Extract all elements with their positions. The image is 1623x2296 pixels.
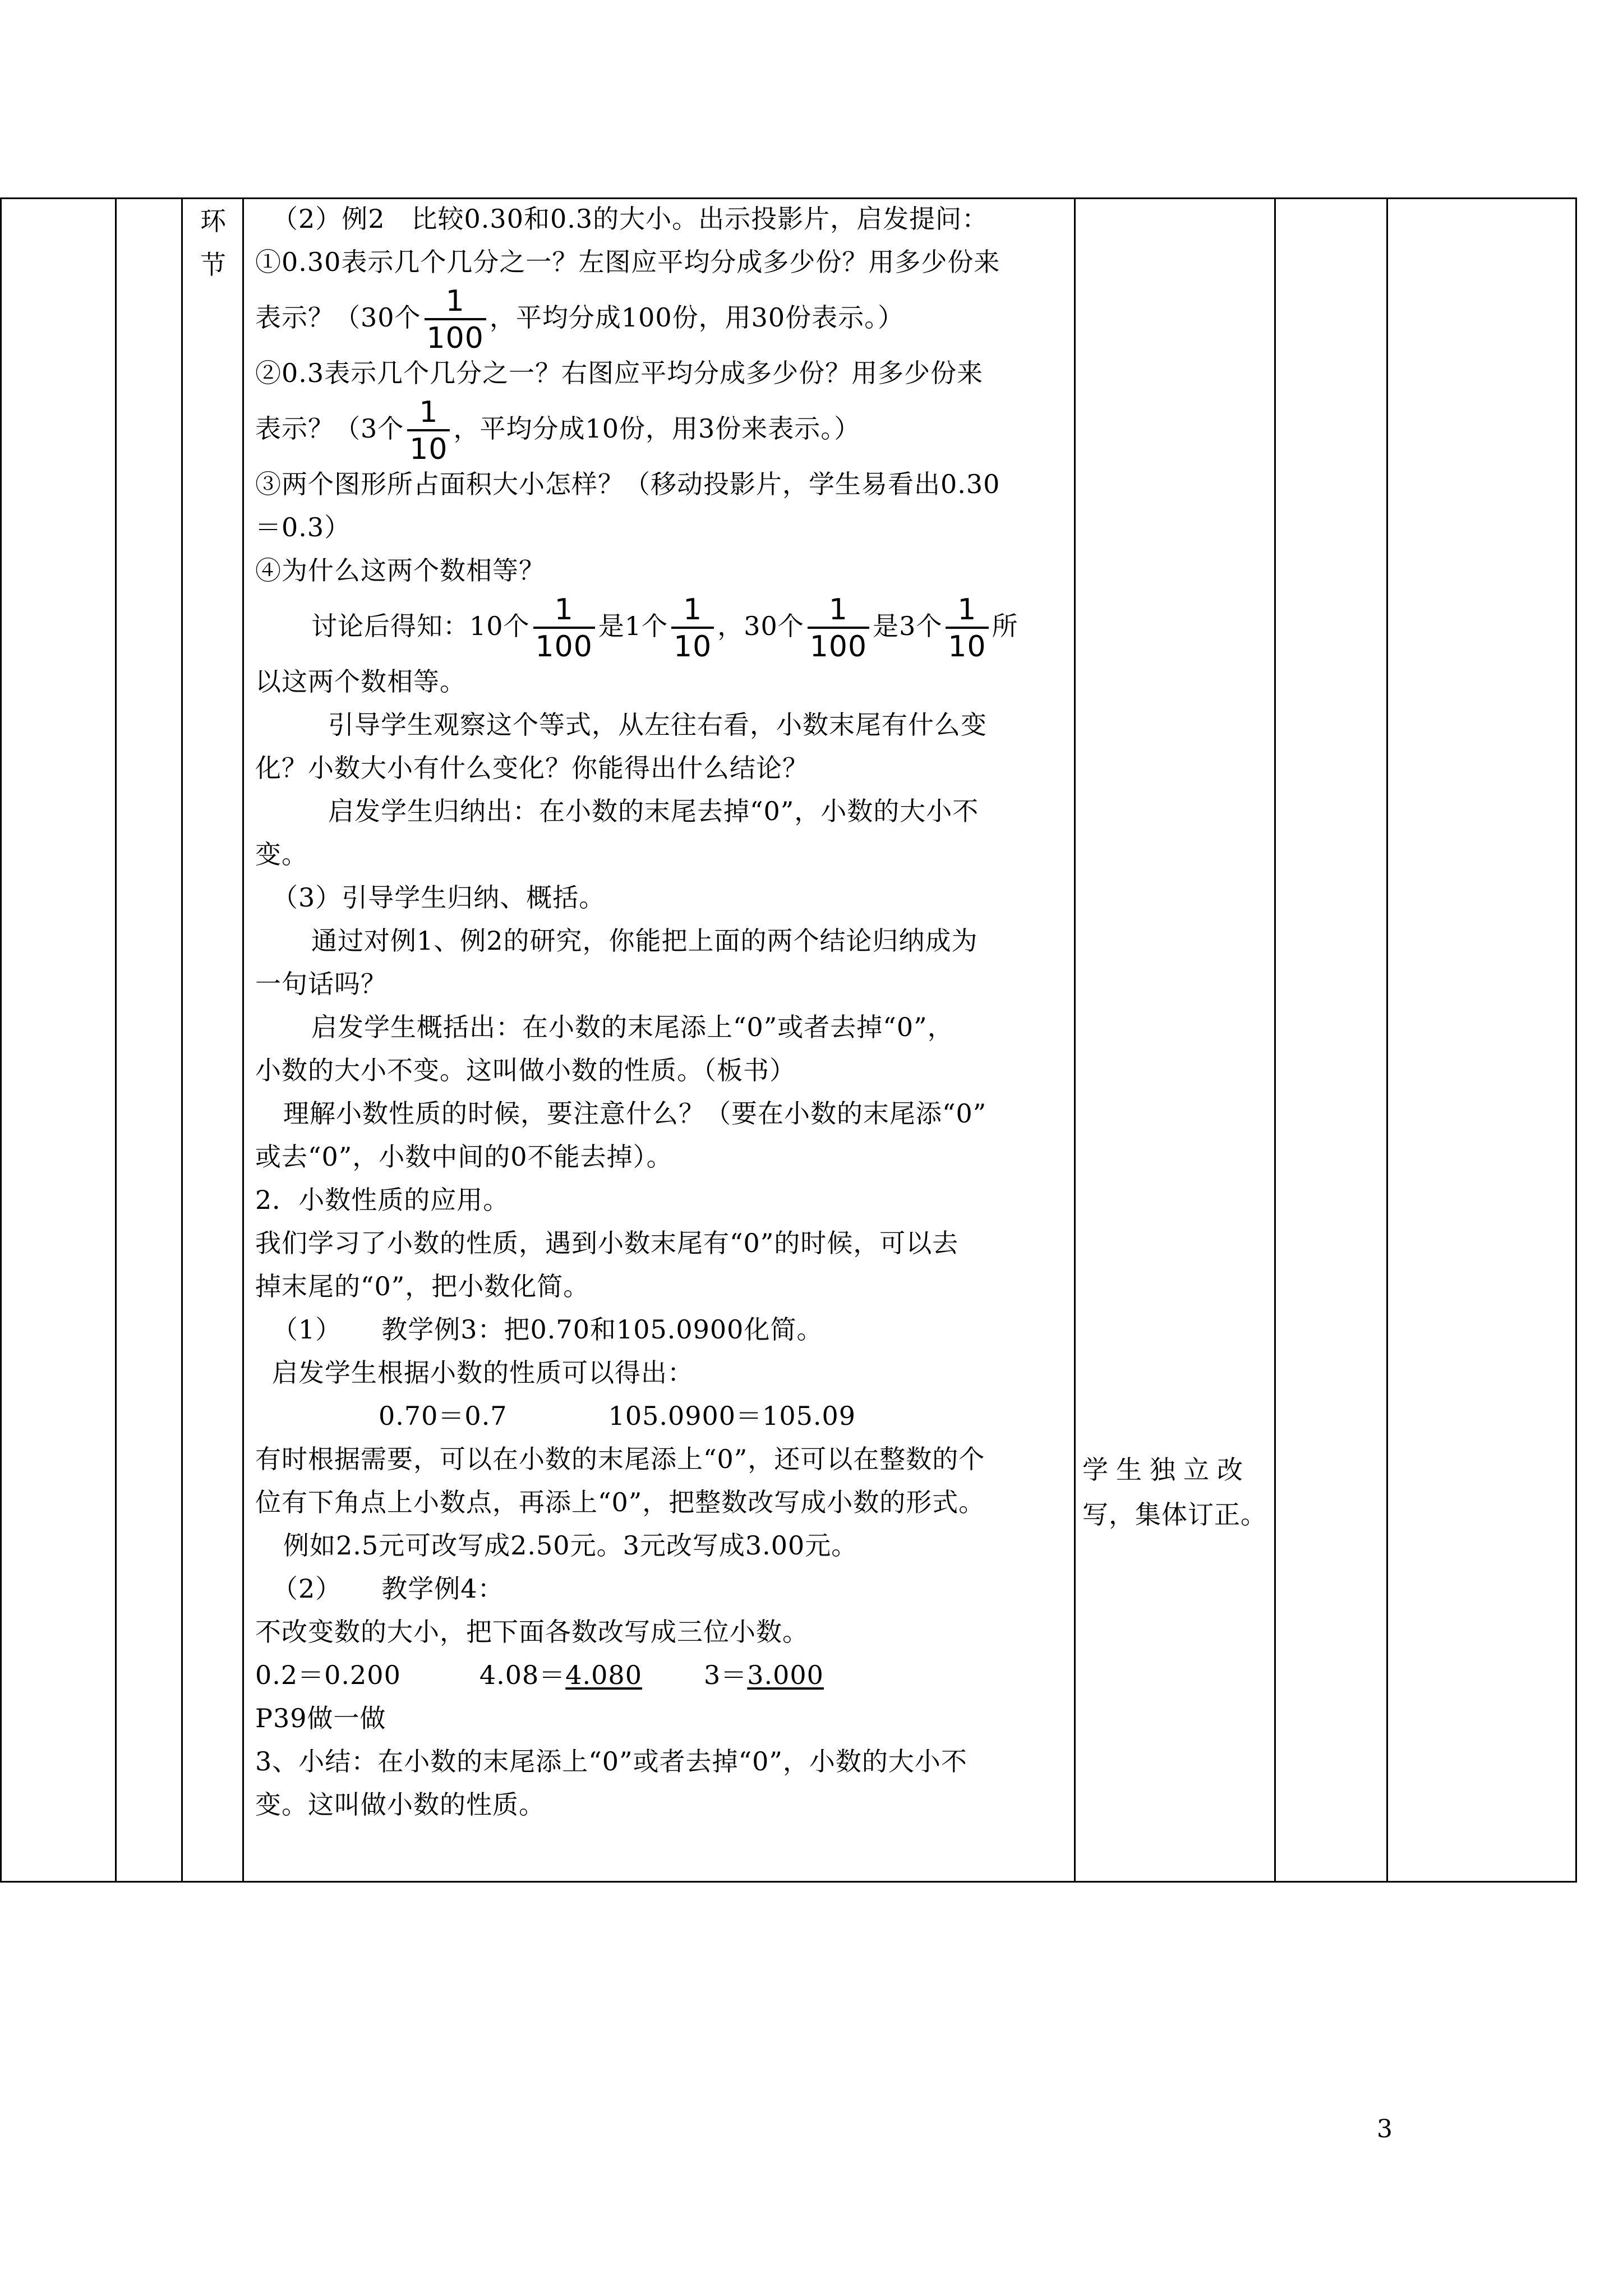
- line-discussion: 讨论后得知：10个 $\frac{1}{100}$ 是1个 $\frac{1}{10}$ ，30个 $\frac{1}{100}$ 是3个 $\frac{1}{10}$ 所: [311, 593, 1018, 664]
- line-q3-cont: ＝0.3）: [255, 512, 351, 542]
- col-border-7: [1575, 197, 1577, 1883]
- line-q3: ③两个图形所占面积大小怎样？（移动投影片，学生易看出0.30: [255, 469, 1000, 499]
- col-border-3: [242, 197, 244, 1883]
- line-study-cont: 一句话吗？: [255, 969, 387, 999]
- line-q1: ①0.30表示几个几分之一？左图应平均分成多少份？用多少份来: [255, 247, 1000, 277]
- line-guide-observe: 引导学生观察这个等式，从左往右看，小数末尾有什么变: [328, 710, 987, 740]
- line-q1-answer: 表示？（30个 $\frac{1}{100}$ ，平均分成100份，用30份表示。）: [255, 284, 905, 355]
- line-sometimes: 有时根据需要，可以在小数的末尾添上“0”，还可以在整数的个: [255, 1444, 985, 1474]
- section-label: [193, 199, 233, 287]
- line-practice: P39做一做: [255, 1703, 386, 1733]
- line-q2-answer: 表示？（3个 $\frac{1}{10}$ ，平均分成10份，用3份来表示。）: [255, 395, 861, 466]
- line-example2: （2）例2 比较0.30和0.3的大小。出示投影片，启发提问：: [272, 204, 989, 234]
- lesson-content: [255, 197, 1063, 1826]
- col-border-1: [115, 197, 117, 1883]
- line-q4: ④为什么这两个数相等？: [255, 555, 545, 586]
- line-understand-cont: 或去“0”，小数中间的0不能去掉）。: [255, 1142, 673, 1172]
- table-bottom-border: [0, 1881, 1577, 1883]
- line-step3: （3）引导学生归纳、概括。: [272, 882, 606, 913]
- line-example4: （2） 教学例4：: [272, 1573, 504, 1604]
- line-summarize: 启发学生概括出：在小数的末尾添上“0”或者去掉“0”，: [311, 1012, 954, 1042]
- line-sometimes-cont: 位有下角点上小数点，再添上“0”，把整数改写成小数的形式。: [255, 1487, 985, 1517]
- fraction-one-hundredth: $\frac{1}{100}$: [533, 595, 595, 661]
- line-rewrite-answers: 0.2＝0.200 4.08＝4.080 3＝3.000: [255, 1660, 824, 1690]
- col-border-4: [1074, 197, 1076, 1883]
- line-study: 通过对例1、例2的研究，你能把上面的两个结论归纳成为: [311, 926, 978, 956]
- line-conclude-cont: 变。: [255, 839, 308, 869]
- col-border-0: [0, 197, 2, 1883]
- line-summary-cont: 变。这叫做小数的性质。: [255, 1789, 545, 1820]
- line-understand: 理解小数性质的时候，要注意什么？（要在小数的末尾添“0”: [283, 1098, 987, 1129]
- line-example3: （1） 教学例3：把0.70和105.0900化简。: [272, 1314, 823, 1345]
- line-summarize-cont: 小数的大小不变。这叫做小数的性质。（板书）: [255, 1055, 796, 1085]
- line-for-example: 例如2.5元可改写成2.50元。3元改写成3.00元。: [283, 1530, 858, 1561]
- line-summary: 3、小结：在小数的末尾添上“0”或者去掉“0”，小数的大小不: [255, 1746, 967, 1777]
- section-label-char-1: 环: [200, 206, 226, 236]
- student-activity-note: [1082, 1447, 1267, 1537]
- fraction-one-tenth: $\frac{1}{10}$: [407, 398, 450, 464]
- line-learned-cont: 掉末尾的“0”，把小数化简。: [255, 1271, 590, 1301]
- line-derive: 启发学生根据小数的性质可以得出：: [272, 1358, 694, 1388]
- line-guide-observe-cont: 化？小数大小有什么变化？你能得出什么结论？: [255, 753, 809, 783]
- fraction-one-hundredth: $\frac{1}{100}$: [808, 595, 869, 661]
- fraction-one-tenth: $\frac{1}{10}$: [946, 595, 988, 661]
- fraction-one-tenth: $\frac{1}{10}$: [671, 595, 714, 661]
- col-border-5: [1274, 197, 1276, 1883]
- page-number: 3: [1377, 2115, 1393, 2143]
- line-discussion-cont: 以这两个数相等。: [255, 666, 466, 697]
- line-q2: ②0.3表示几个几分之一？右图应平均分成多少份？用多少份来: [255, 358, 984, 388]
- section-label-char-2: 节: [200, 250, 226, 280]
- fraction-one-hundredth: $\frac{1}{100}$: [425, 287, 486, 353]
- col-border-2: [181, 197, 183, 1883]
- line-results: 0.70＝0.7 105.0900＝105.09: [379, 1401, 856, 1431]
- line-learned: 我们学习了小数的性质，遇到小数末尾有“0”的时候，可以去: [255, 1228, 959, 1258]
- line-application: 2．小数性质的应用。: [255, 1185, 510, 1215]
- col-border-6: [1386, 197, 1388, 1883]
- note-line-1: 学生独立改: [1082, 1455, 1251, 1485]
- note-line-2: 写，集体订正。: [1082, 1499, 1267, 1530]
- line-conclude: 启发学生归纳出：在小数的末尾去掉“0”，小数的大小不: [328, 796, 979, 826]
- line-rewrite: 不改变数的大小，把下面各数改写成三位小数。: [255, 1617, 809, 1647]
